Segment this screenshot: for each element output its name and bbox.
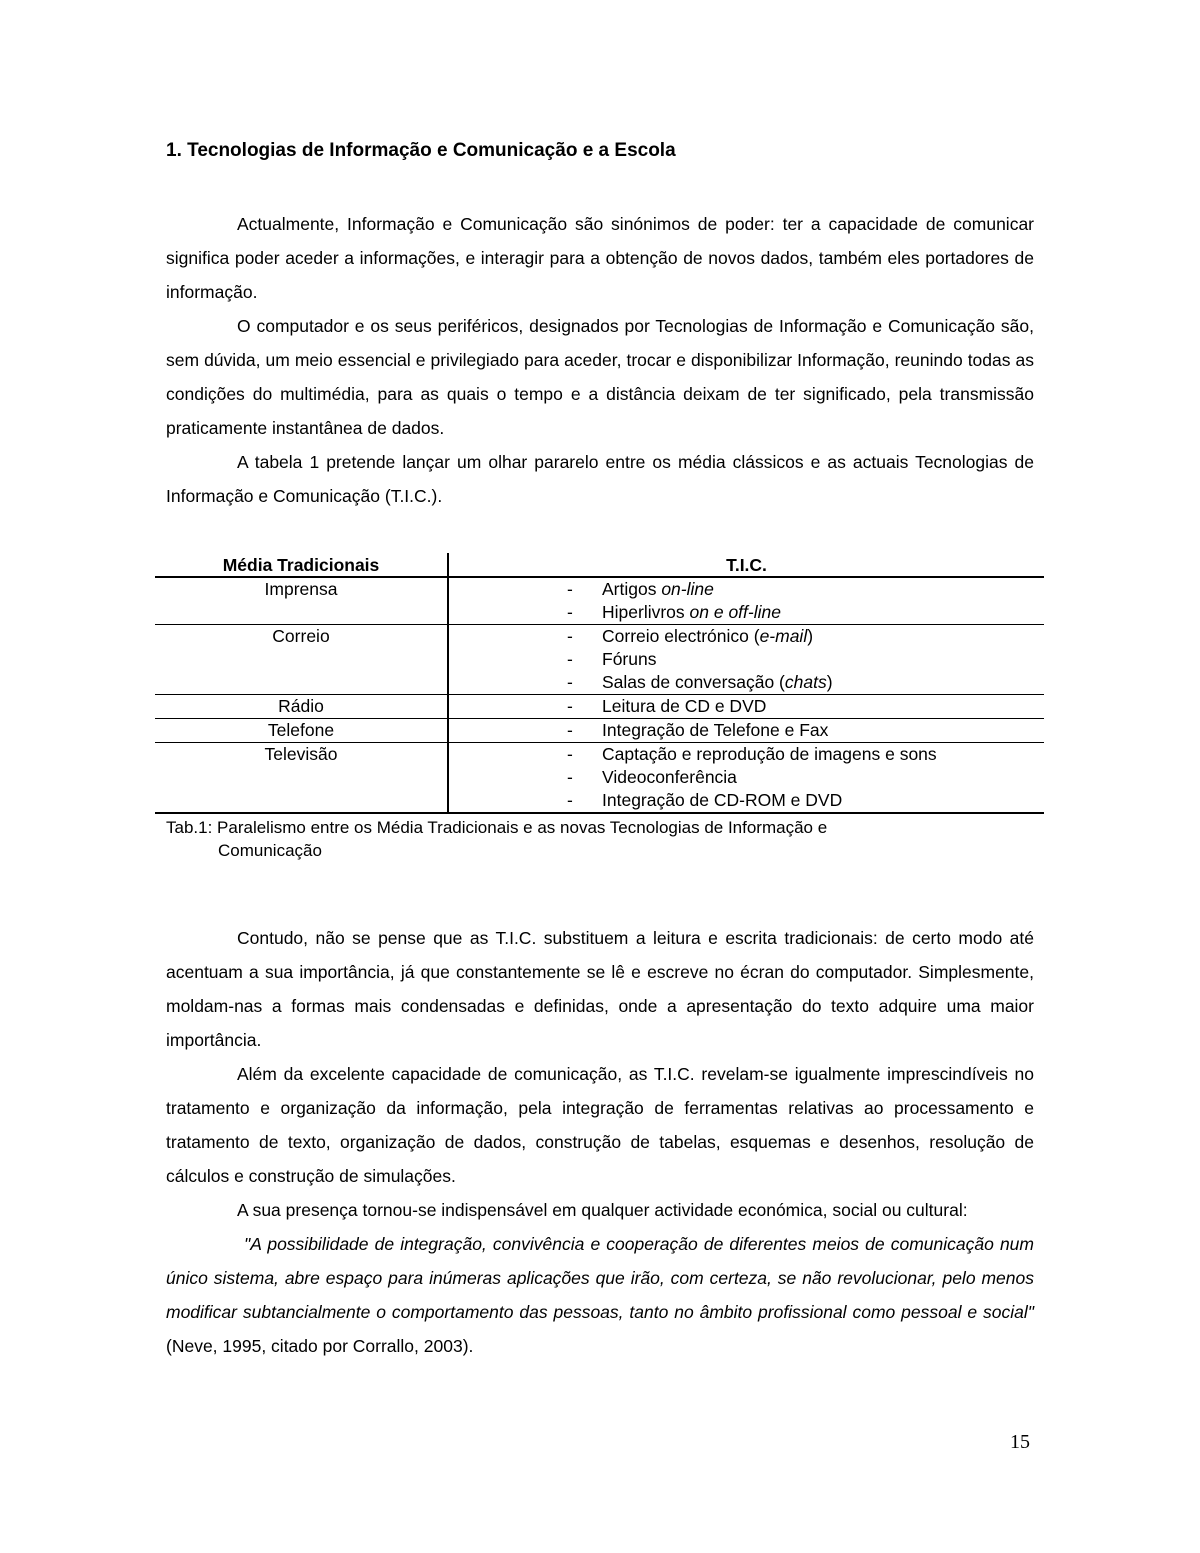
tic-list-item — [449, 719, 1044, 742]
item-emphasis: on-line — [661, 579, 714, 599]
tic-list-item — [449, 789, 1044, 812]
quote-citation: (Neve, 1995, citado por Corrallo, 2003). — [166, 1336, 474, 1356]
body-text — [166, 921, 1034, 1363]
tic-list-item — [449, 743, 1044, 766]
table-row — [155, 743, 1044, 814]
tic-cell — [448, 625, 1044, 695]
dash-bullet: - — [567, 579, 573, 599]
tic-list-item — [449, 578, 1044, 601]
item-emphasis: e-mail — [759, 626, 808, 646]
tic-list-item — [449, 671, 1044, 694]
item-text: Integração de CD-ROM e DVD — [602, 790, 843, 810]
dash-bullet: - — [567, 602, 573, 622]
paragraph: Actualmente, Informação e Comunicação são sinónimos de poder: ter a capacidade de comunicar significa poder aceder a informações, e interagir para a obtenção de novos dados, também eles portadores de informação. — [166, 214, 1034, 302]
item-text: Integração de Telefone e Fax — [602, 720, 829, 740]
tic-list — [449, 743, 1044, 812]
item-emphasis: on e off-line — [689, 602, 781, 622]
tic-list — [449, 625, 1044, 694]
media-comparison-table — [155, 553, 1044, 814]
block-quote — [166, 1227, 1034, 1363]
dash-bullet: - — [567, 790, 573, 810]
dash-bullet: - — [567, 767, 573, 787]
table-row — [155, 719, 1044, 743]
item-text: Leitura de CD e DVD — [602, 696, 767, 716]
dash-bullet: - — [567, 696, 573, 716]
table-row — [155, 625, 1044, 695]
item-text: Captação e reprodução de imagens e sons — [602, 744, 937, 764]
header-media-tradicionais: Média Tradicionais — [155, 553, 448, 577]
paragraph: A tabela 1 pretende lançar um olhar pararelo entre os média clássicos e as actuais Tecnologias de Informação e Comunicação (T.I.C.). — [166, 452, 1034, 506]
table-row — [155, 695, 1044, 719]
tic-cell — [448, 743, 1044, 814]
dash-bullet: - — [567, 720, 573, 740]
section-heading: 1. Tecnologias de Informação e Comunicação e a Escola — [166, 140, 676, 161]
item-text: Videoconferência — [602, 767, 737, 787]
dash-bullet: - — [567, 626, 573, 646]
table-body — [155, 577, 1044, 813]
paragraph: Além da excelente capacidade de comunicação, as T.I.C. revelam-se igualmente imprescindíveis no tratamento e organização da informação, pela integração de ferramentas relativas ao processamento e tratamento de texto, organização de dados, construção de tabelas, esquemas e desenhos, resolução de cálculos e construção de simulações. — [166, 1064, 1034, 1186]
page-number: 15 — [1010, 1431, 1030, 1453]
media-cell: Imprensa — [155, 577, 448, 625]
media-cell: Telefone — [155, 719, 448, 743]
paragraph: A sua presença tornou-se indispensável em qualquer actividade económica, social ou cultural: — [237, 1200, 968, 1220]
tic-list — [449, 719, 1044, 742]
item-text: Fóruns — [602, 649, 657, 669]
tic-list-item — [449, 766, 1044, 789]
quote-text: "A possibilidade de integração, convivência e cooperação de diferentes meios de comunicação num único sistema, abre espaço para inúmeras aplicações que irão, com certeza, se não revolucionar, pelo menos modificar subtancialmente o comportamento das pessoas, tanto no âmbito profissional como pessoal e social" — [166, 1234, 1034, 1322]
caption-line-1: Tab.1: Paralelismo entre os Média Tradicionais e as novas Tecnologias de Informação e — [166, 818, 828, 837]
dash-bullet: - — [567, 649, 573, 669]
caption-line-2: Comunicação — [218, 841, 322, 860]
tic-cell — [448, 719, 1044, 743]
item-text-after: ) — [826, 672, 833, 692]
table-caption — [166, 816, 966, 862]
tic-list-item — [449, 648, 1044, 671]
table-row — [155, 577, 1044, 625]
tic-list-item — [449, 695, 1044, 718]
item-text: Hiperlivros — [602, 602, 690, 622]
media-cell: Televisão — [155, 743, 448, 814]
tic-cell — [448, 695, 1044, 719]
paragraph: Contudo, não se pense que as T.I.C. substituem a leitura e escrita tradicionais: de certo modo até acentuam a sua importância, já que constantemente se lê e escreve no écran do computador. Simplesmente, moldam-nas a formas mais condensadas e definidas, onde a apresentação do texto adquire uma maior importância. — [166, 928, 1034, 1050]
media-cell: Correio — [155, 625, 448, 695]
paragraph: O computador e os seus periféricos, designados por Tecnologias de Informação e Comunicação são, sem dúvida, um meio essencial e privilegiado para aceder, trocar e disponibilizar Informação, reunindo todas as condições do multimédia, para as quais o tempo e a distância deixam de ter significado, pela transmissão praticamente instantânea de dados. — [166, 316, 1034, 438]
item-text: Salas de conversação ( — [602, 672, 785, 692]
tic-cell — [448, 577, 1044, 625]
media-cell: Rádio — [155, 695, 448, 719]
item-text: Correio electrónico ( — [602, 626, 760, 646]
item-text: Artigos — [602, 579, 662, 599]
tic-list — [449, 578, 1044, 624]
tic-list-item — [449, 601, 1044, 624]
tic-list — [449, 695, 1044, 718]
media-comparison-table-wrapper — [155, 553, 1044, 814]
intro-text — [166, 207, 1034, 513]
dash-bullet: - — [567, 744, 573, 764]
tic-list-item — [449, 625, 1044, 648]
dash-bullet: - — [567, 672, 573, 692]
item-emphasis: chats — [784, 672, 827, 692]
header-tic: T.I.C. — [448, 553, 1044, 577]
item-text-after: ) — [807, 626, 814, 646]
